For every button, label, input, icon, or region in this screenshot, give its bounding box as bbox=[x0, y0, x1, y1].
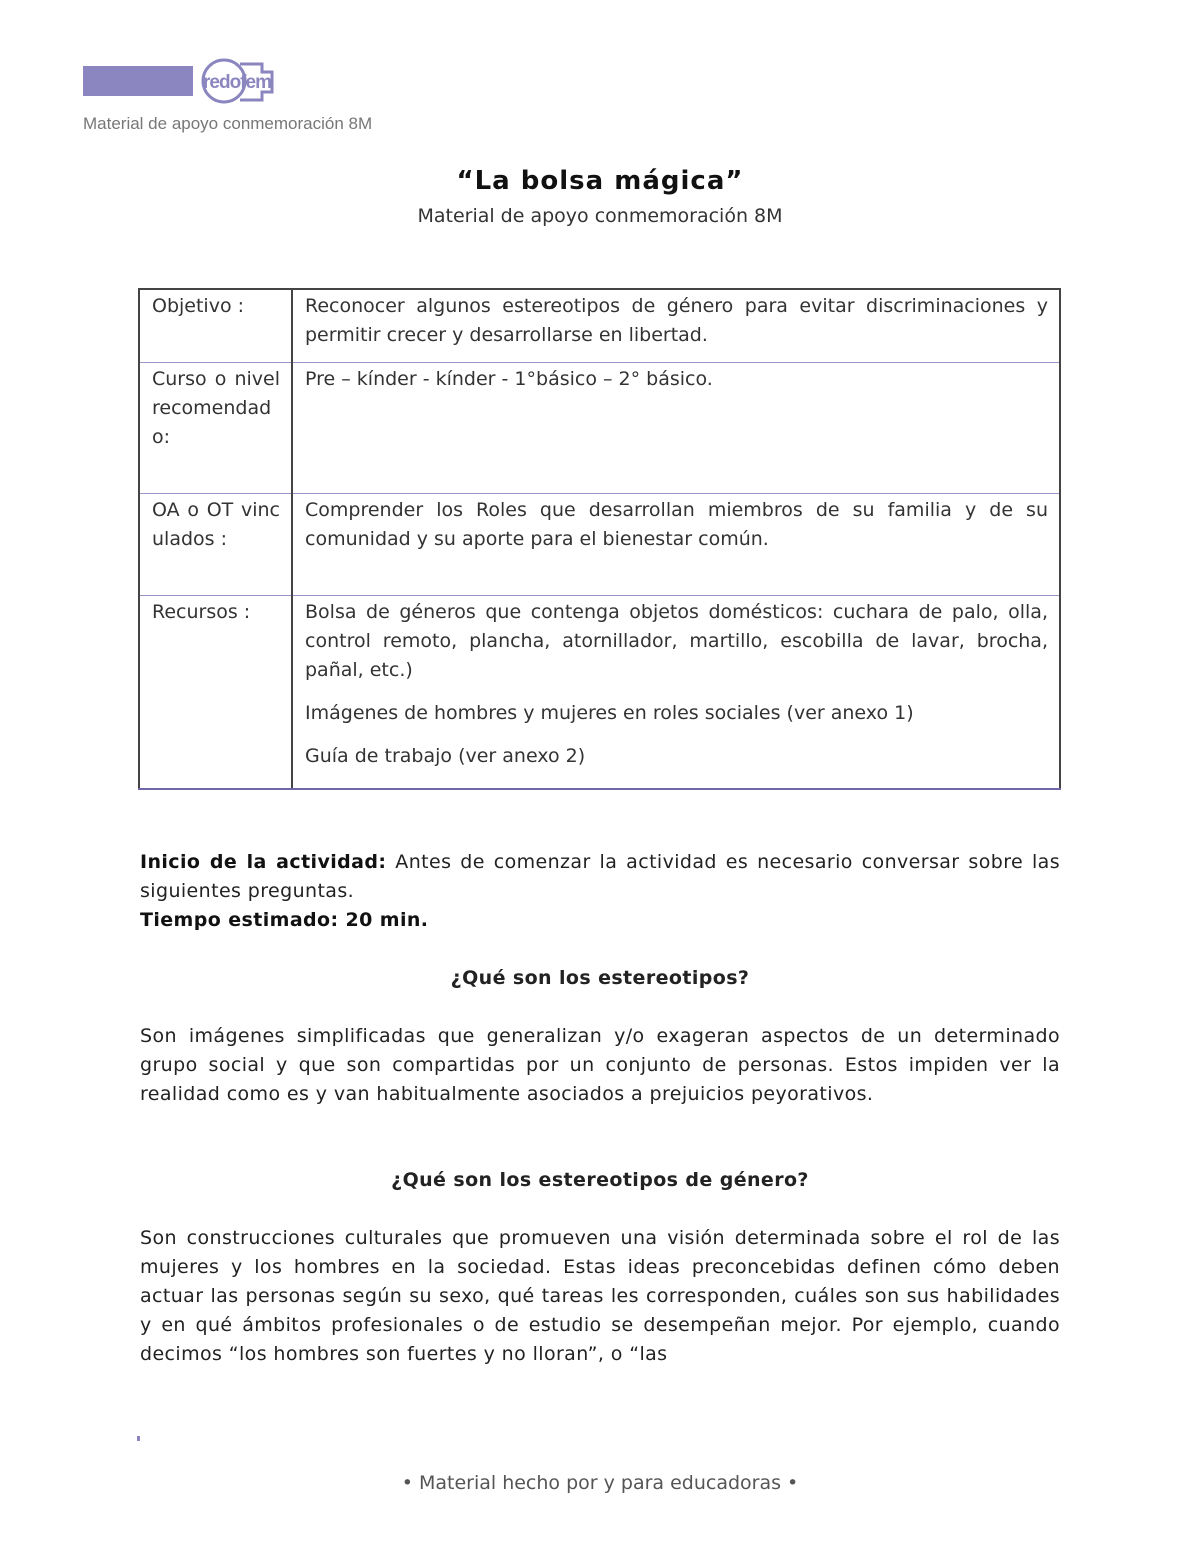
footer-text: • Material hecho por y para educadoras • bbox=[401, 1472, 799, 1494]
row-label: OA o OT vinculados : bbox=[139, 494, 292, 596]
margin-mark bbox=[137, 1436, 140, 1441]
table-row bbox=[139, 494, 1060, 596]
section-paragraph: Son construcciones culturales que promueven una visión determinada sobre el rol de las mujeres y los hombres en la sociedad. Estas ideas preconcebidas definen cómo deben actuar las personas según su sexo, qué tareas les corresponden, cuáles son sus habilidades y en qué ámbitos profesionales o de estudio se desempeñan mejor. Por ejemplo, cuando decimos “los hombres son fuertes y no lloran”, o “las bbox=[140, 1227, 1060, 1365]
table-row bbox=[139, 596, 1060, 790]
section-heading: ¿Qué son los estereotipos de género? bbox=[391, 1169, 809, 1191]
header-color-bar bbox=[83, 66, 193, 96]
row-label: Curso o nivel recomendado: bbox=[139, 363, 292, 494]
info-table bbox=[138, 288, 1061, 790]
section-paragraph: Son imágenes simplificadas que generalizan y/o exageran aspectos de un determinado grupo social y que son compartidas por un conjunto de personas. Estos impiden ver la realidad como es y van habitualmente asociados a prejuicios peyorativos. bbox=[140, 1025, 1060, 1105]
redofem-logo bbox=[200, 56, 278, 106]
row-label: Objetivo : bbox=[139, 289, 292, 363]
row-value: Comprender los Roles que desarrollan miembros de su familia y de su comunidad y su aporte para el bienestar común. bbox=[292, 494, 1060, 596]
activity-time: Tiempo estimado: 20 min. bbox=[140, 909, 429, 931]
section-heading: ¿Qué son los estereotipos? bbox=[450, 967, 750, 989]
row-value: Reconocer algunos estereotipos de género para evitar discriminaciones y permitir crecer y desarrollarse en libertad. bbox=[292, 289, 1060, 363]
row-label: Recursos : bbox=[139, 596, 292, 790]
row-value: Pre – kínder - kínder - 1°básico – 2° básico. bbox=[292, 363, 1060, 494]
activity-start-text: Antes de comenzar la actividad es necesario conversar sobre las siguientes preguntas. bbox=[140, 851, 1061, 902]
row-value: Bolsa de géneros que contenga objetos domésticos: cuchara de palo, olla, control remoto, plancha, atornillador, martillo, escobilla de lavar, brocha, pañal, etc.) Imágenes de hombres y mujeres en roles sociales (ver anexo 1) Guía de trabajo (ver anexo 2) bbox=[292, 596, 1060, 790]
document-title: “La bolsa mágica” bbox=[456, 166, 744, 196]
table-row bbox=[139, 363, 1060, 494]
header-subtitle: Material de apoyo conmemoración 8M bbox=[83, 114, 373, 133]
logo-text: redofem bbox=[203, 72, 271, 93]
activity-intro bbox=[140, 848, 1060, 935]
table-row bbox=[139, 289, 1060, 363]
activity-start-label: Inicio de la actividad: bbox=[140, 851, 387, 873]
document-subtitle: Material de apoyo conmemoración 8M bbox=[417, 205, 783, 227]
